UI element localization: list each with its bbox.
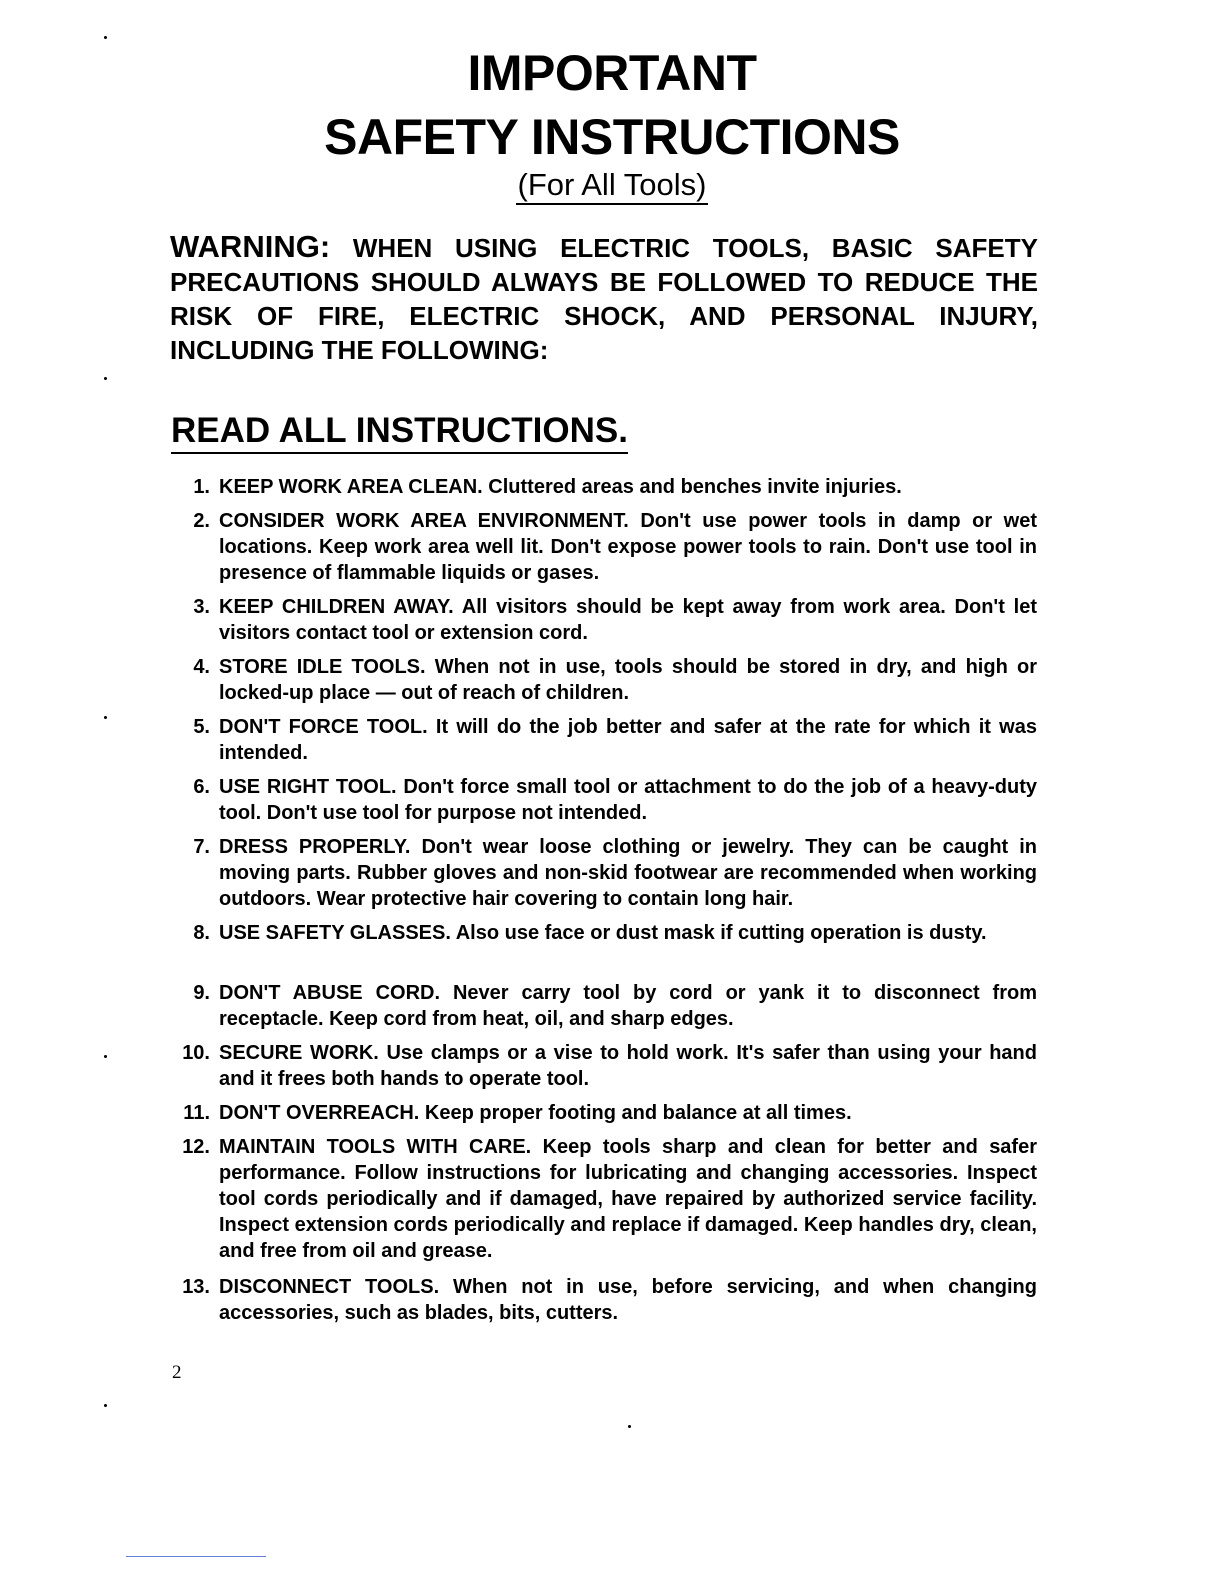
item-body: Cluttered areas and benches invite injuries. — [488, 476, 902, 498]
item-text — [219, 920, 1037, 946]
item-heading: KEEP WORK AREA CLEAN. — [219, 476, 483, 498]
read-all-heading — [171, 412, 628, 451]
scan-speck — [104, 377, 107, 380]
item-heading: KEEP CHILDREN AWAY. — [219, 596, 454, 618]
warning-paragraph — [170, 230, 1038, 367]
item-text — [219, 1134, 1037, 1264]
item-heading: DON'T ABUSE CORD. — [219, 982, 441, 1004]
item-number: 5. — [193, 716, 210, 738]
item-text — [219, 834, 1037, 912]
page-number: 2 — [172, 1362, 182, 1383]
item-number: 9. — [193, 982, 210, 1004]
item-text — [219, 1040, 1037, 1092]
title-line-1: IMPORTANT — [467, 45, 757, 101]
item-heading: SECURE WORK. — [219, 1042, 379, 1064]
item-heading: DRESS PROPERLY. — [219, 836, 411, 858]
item-body: Don't wear loose clothing or jewelry. They can be caught in moving parts. Rubber gloves and non-skid footwear are recommended when working outdoors. Wear protective hair covering to contain long hair. — [219, 836, 1037, 910]
item-number: 1. — [193, 476, 210, 498]
item-heading: MAINTAIN TOOLS WITH CARE. — [219, 1136, 532, 1158]
item-heading: USE RIGHT TOOL. — [219, 776, 397, 798]
item-number: 8. — [193, 922, 210, 944]
item-text — [219, 774, 1037, 826]
item-heading: USE SAFETY GLASSES. — [219, 922, 451, 944]
subtitle-text: (For All Tools) — [516, 167, 709, 205]
item-number: 10. — [182, 1042, 210, 1064]
item-body: Keep tools sharp and clean for better and safer performance. Follow instructions for lubricating and changing accessories. Inspect tool cords periodically and if damaged, have repaired by authorized service facility. Inspect extension cords periodically and replace if damaged. Keep handles dry, clean, and free from oil and grease. — [219, 1136, 1037, 1262]
item-body: Don't force small tool or attachment to do the job of a heavy-duty tool. Don't use tool for purpose not intended. — [219, 776, 1037, 824]
item-text — [219, 508, 1037, 586]
item-heading: DON'T FORCE TOOL. — [219, 716, 428, 738]
item-text — [219, 1100, 1037, 1126]
item-text — [219, 474, 1037, 500]
item-body: It will do the job better and safer at the rate for which it was intended. — [219, 716, 1037, 764]
item-body: Use clamps or a vise to hold work. It's safer than using your hand and it frees both hands to operate tool. — [219, 1042, 1037, 1090]
scan-speck — [104, 36, 107, 39]
read-all-text: READ ALL INSTRUCTIONS. — [171, 411, 628, 454]
warning-text: WHEN USING ELECTRIC TOOLS, BASIC SAFETY PRECAUTIONS SHOULD ALWAYS BE FOLLOWED TO REDUCE THE RISK OF FIRE, ELECTRIC SHOCK, AND PERSONAL INJURY, INCLUDING THE FOLLOWING: — [170, 233, 1038, 365]
scan-speck — [104, 1055, 107, 1058]
item-heading: DISCONNECT TOOLS. — [219, 1276, 440, 1298]
item-text — [219, 714, 1037, 766]
item-body: When not in use, tools should be stored in dry, and high or locked-up place — out of reach of children. — [219, 656, 1037, 704]
item-number: 4. — [193, 656, 210, 678]
item-body: Don't use power tools in damp or wet locations. Keep work area well lit. Don't expose power tools to rain. Don't use tool in presence of flammable liquids or gases. — [219, 510, 1037, 584]
title-line-2: SAFETY INSTRUCTIONS — [324, 109, 900, 165]
item-text — [219, 654, 1037, 706]
item-number: 7. — [193, 836, 210, 858]
item-body: Never carry tool by cord or yank it to disconnect from receptacle. Keep cord from heat, oil, and sharp edges. — [219, 982, 1037, 1030]
item-body: When not in use, before servicing, and when changing accessories, such as blades, bits, cutters. — [219, 1276, 1037, 1324]
item-number: 3. — [193, 596, 210, 618]
item-heading: CONSIDER WORK AREA ENVIRONMENT. — [219, 510, 629, 532]
item-number: 6. — [193, 776, 210, 798]
item-heading: STORE IDLE TOOLS. — [219, 656, 426, 678]
scan-speck — [628, 1425, 631, 1428]
item-body: Also use face or dust mask if cutting operation is dusty. — [455, 922, 987, 944]
scan-speck — [104, 716, 107, 719]
scan-edge-line — [126, 1556, 266, 1557]
item-text — [219, 1274, 1037, 1326]
subtitle — [0, 168, 1224, 202]
warning-lead: WARNING: — [170, 229, 331, 264]
item-number: 13. — [182, 1276, 210, 1298]
item-number: 11. — [183, 1102, 210, 1124]
item-heading: DON'T OVERREACH. — [219, 1102, 420, 1124]
item-body: Keep proper footing and balance at all times. — [424, 1102, 852, 1124]
scan-speck — [104, 1404, 107, 1407]
item-text — [219, 594, 1037, 646]
item-text — [219, 980, 1037, 1032]
item-number: 12. — [182, 1136, 210, 1158]
item-number: 2. — [193, 510, 210, 532]
item-body: All visitors should be kept away from work area. Don't let visitors contact tool or extension cord. — [219, 596, 1037, 644]
